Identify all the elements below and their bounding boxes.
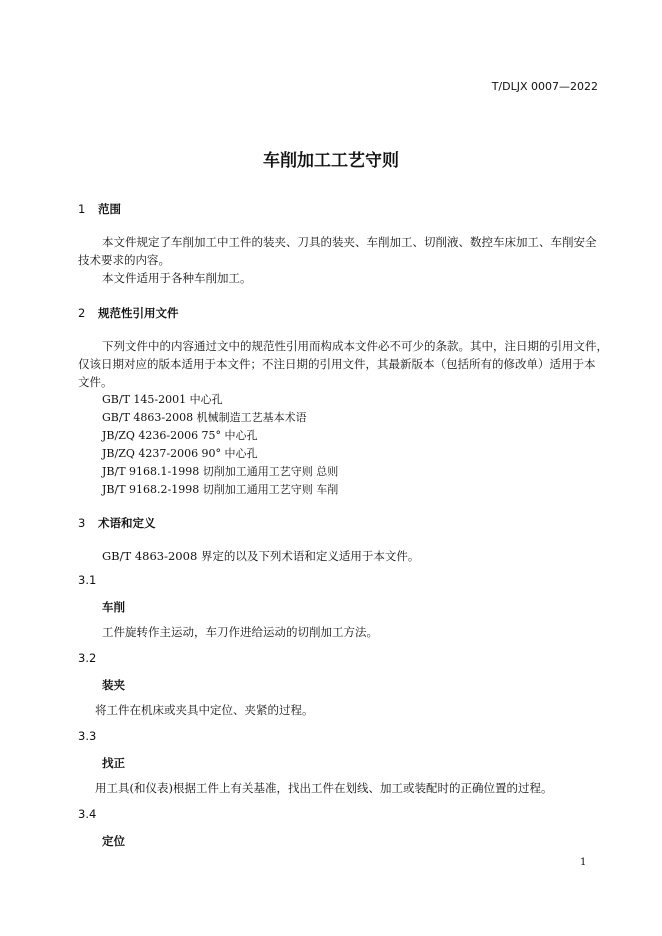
term-name: 找正: [102, 756, 125, 770]
term-name: 装夹: [102, 678, 125, 692]
term-number: 3.2: [78, 651, 97, 665]
term-number: 3.4: [78, 807, 97, 821]
term-number: 3.3: [78, 729, 97, 743]
paragraph-line: 本文件规定了车削加工中工件的装夹、刀具的装夹、车削加工、切削液、数控车床加工、车削安全: [102, 235, 597, 249]
term-name: 车削: [102, 600, 125, 614]
section-title: 规范性引用文件: [98, 306, 179, 320]
section-heading-normative-references: [78, 305, 179, 321]
section-heading-terms-definitions: [78, 515, 156, 531]
reference-item: JB/ZQ 4237-2006 90° 中心孔: [102, 447, 258, 460]
term-definition: 工件旋转作主运动，车刀作进给运动的切削加工方法。: [102, 625, 378, 639]
section-number: 1: [78, 202, 86, 216]
reference-item: GB/T 145-2001 中心孔: [102, 393, 223, 406]
section-title: 术语和定义: [98, 516, 156, 530]
section-number: 3: [78, 516, 86, 530]
term-definition: 将工件在机床或夹具中定位、夹紧的过程。: [95, 703, 314, 717]
section-number: 2: [78, 306, 86, 320]
term-name: 定位: [102, 834, 125, 848]
reference-item: JB/T 9168.2-1998 切削加工通用工艺守则 车削: [102, 483, 339, 496]
section-heading-scope: [78, 201, 121, 217]
paragraph-line: GB/T 4863-2008 界定的以及下列术语和定义适用于本文件。: [102, 549, 420, 563]
page-number: 1: [580, 857, 587, 868]
section-title: 范围: [98, 202, 121, 216]
paragraph-line: 下列文件中的内容通过文中的规范性引用而构成本文件必不可少的条款。其中，注日期的引用文件，: [102, 339, 608, 353]
reference-item: GB/T 4863-2008 机械制造工艺基本术语: [102, 411, 307, 424]
paragraph-line: 本文件适用于各种车削加工。: [102, 271, 252, 285]
reference-item: JB/ZQ 4236-2006 75° 中心孔: [102, 429, 258, 442]
term-definition: 用工具(和仪表)根据工件上有关基准，找出工件在划线、加工或装配时的正确位置的过程。: [95, 781, 553, 795]
document-id: T/DLJX 0007—2022: [491, 80, 598, 93]
paragraph-line: 文件。: [78, 375, 113, 389]
reference-item: JB/T 9168.1-1998 切削加工通用工艺守则 总则: [102, 465, 339, 478]
document-title: 车削加工工艺守则: [263, 151, 399, 171]
paragraph-line: 技术要求的内容。: [78, 253, 170, 267]
paragraph-line: 仅该日期对应的版本适用于本文件；不注日期的引用文件，其最新版本（包括所有的修改单）适用于本: [78, 357, 596, 371]
term-number: 3.1: [78, 573, 97, 587]
